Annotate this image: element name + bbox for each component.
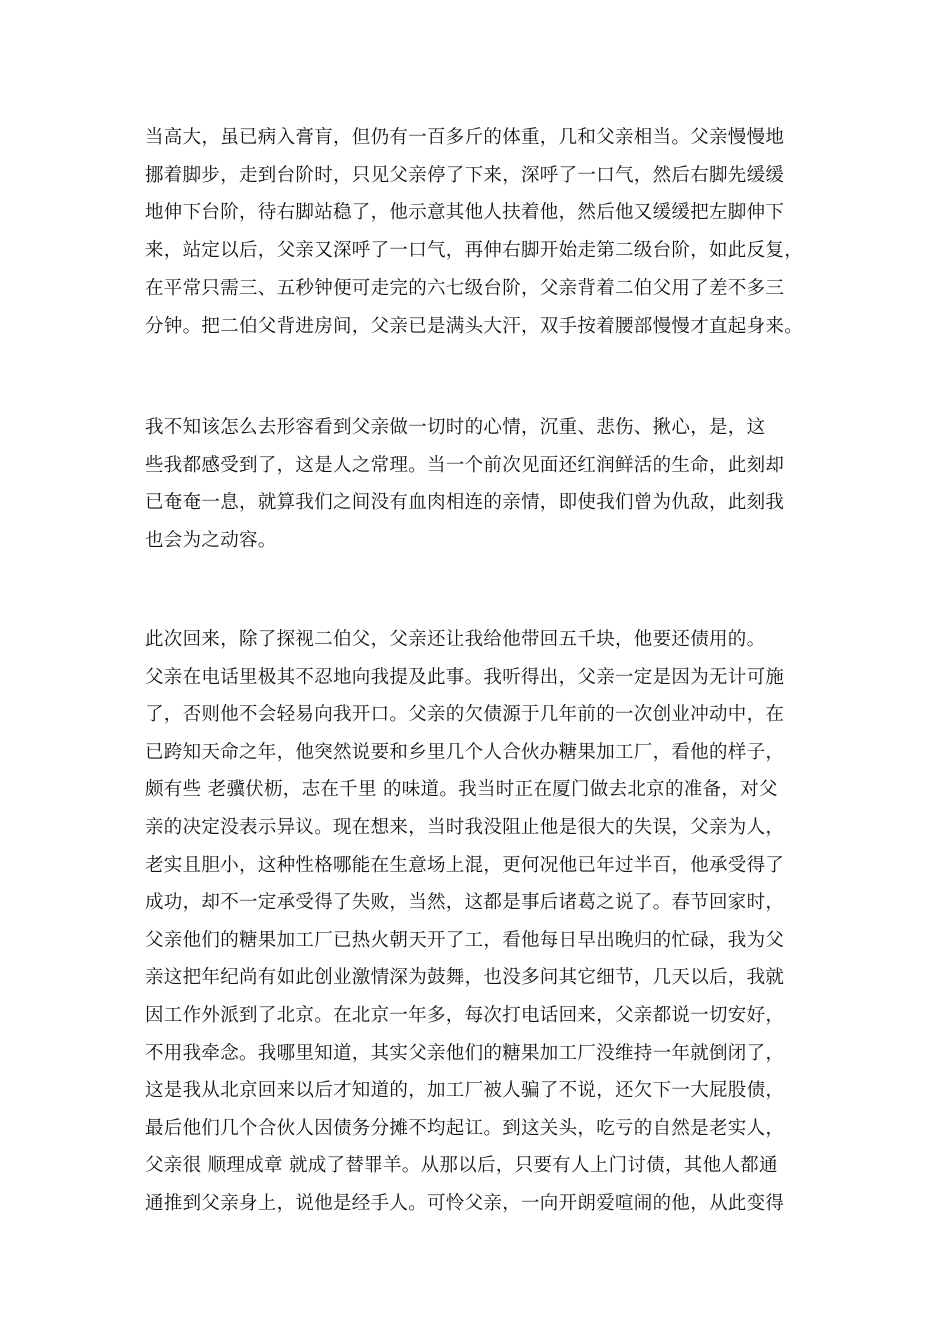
- paragraph-2-line: 已奄奄一息，就算我们之间没有血肉相连的亲情，即使我们曾为仇敌，此刻我: [145, 492, 785, 513]
- paragraph-3-line: 此次回来，除了探视二伯父，父亲还让我给他带回五千块，他要还债用的。: [145, 629, 766, 650]
- paragraph-3-line: 老实且胆小，这种性格哪能在生意场上混，更何况他已年过半百，他承受得了: [145, 854, 785, 876]
- paragraph-1-line: 挪着脚步，走到台阶时，只见父亲停了下来，深呼了一口气，然后右脚先缓缓: [145, 164, 785, 186]
- paragraph-3-line: 亲这把年纪尚有如此创业激情深为鼓舞，也没多问其它细节，几天以后，我就: [145, 967, 785, 989]
- paragraph-3-line: 不用我牵念。我哪里知道，其实父亲他们的糖果加工厂没维持一年就倒闭了，: [145, 1042, 785, 1064]
- paragraph-3-line: 父亲他们的糖果加工厂已热火朝天开了工，看他每日早出晚归的忙碌，我为父: [145, 929, 785, 951]
- paragraph-3-line: 因工作外派到了北京。在北京一年多，每次打电话回来，父亲都说一切安好，: [145, 1005, 785, 1026]
- paragraph-2-line: 些我都感受到了，这是人之常理。当一个前次见面还红润鲜活的生命，此刻却: [145, 454, 785, 476]
- paragraph-3-line: 最后他们几个合伙人因债务分摊不均起讧。到这关头，吃亏的自然是老实人，: [145, 1117, 785, 1139]
- paragraph-2-line: 我不知该怎么去形容看到父亲做一切时的心情，沉重、悲伤、揪心，是，这: [145, 417, 766, 438]
- paragraph-3-line: 成功，却不一定承受得了失败，当然，这都是事后诸葛之说了。春节回家时，: [145, 892, 785, 914]
- paragraph-1-line: 地伸下台阶，待右脚站稳了，他示意其他人扶着他，然后他又缓缓把左脚伸下: [145, 202, 785, 224]
- paragraph-2-line: 也会为之动容。: [145, 529, 277, 551]
- paragraph-1-line: 来，站定以后，父亲又深呼了一口气，再伸右脚开始走第二级台阶，如此反复，: [145, 240, 804, 262]
- paragraph-3-line: 这是我从北京回来以后才知道的，加工厂被人骗了不说，还欠下一大屁股债，: [145, 1080, 785, 1102]
- paragraph-3-line: 颇有些 老骥伏枥，志在千里 的味道。我当时正在厦门做去北京的准备，对父: [145, 779, 778, 801]
- paragraph-1-line: 在平常只需三、五秒钟便可走完的六七级台阶，父亲背着二伯父用了差不多三: [145, 277, 785, 299]
- paragraph-3-line: 了，否则他不会轻易向我开口。父亲的欠债源于几年前的一次创业冲动中，在: [145, 704, 785, 726]
- paragraph-3-line: 亲的决定没表示异议。现在想来，当时我没阻止他是很大的失误，父亲为人，: [145, 817, 785, 838]
- paragraph-3-line: 已跨知天命之年，他突然说要和乡里几个人合伙办糖果加工厂，看他的样子，: [145, 741, 785, 763]
- paragraph-3-line: 父亲在电话里极其不忍地向我提及此事。我听得出，父亲一定是因为无计可施: [145, 666, 785, 688]
- paragraph-3-line: 父亲很 顺理成章 就成了替罪羊。从那以后，只要有人上门讨债，其他人都通: [145, 1155, 778, 1177]
- paragraph-1-line: 分钟。把二伯父背进房间，父亲已是满头大汗，双手按着腰部慢慢才直起身来。: [145, 315, 804, 337]
- paragraph-3-line: 通推到父亲身上，说他是经手人。可怜父亲，一向开朗爱喧闹的他，从此变得: [145, 1193, 785, 1214]
- paragraph-1-line: 当高大，虽已病入膏肓，但仍有一百多斤的体重，几和父亲相当。父亲慢慢地: [145, 127, 785, 148]
